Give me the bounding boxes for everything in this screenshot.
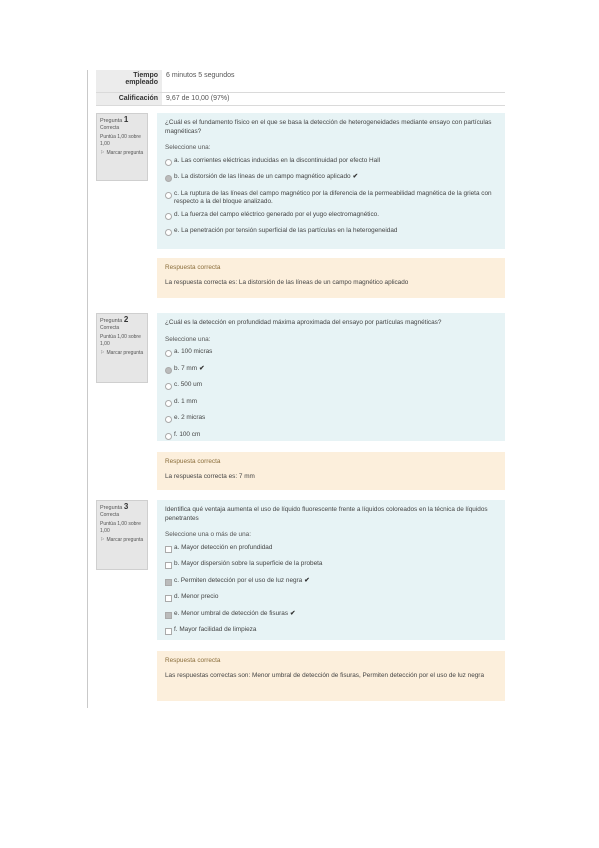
checkbox[interactable]: [165, 546, 172, 553]
answer-option[interactable]: a. 100 micras: [165, 348, 497, 361]
checkmark-icon: ✔: [304, 576, 310, 584]
question-3-info: [96, 500, 148, 570]
answer-option[interactable]: b. Mayor dispersión sobre la superficie de la probeta: [165, 560, 497, 573]
radio-button[interactable]: [165, 416, 172, 423]
flag-question-link[interactable]: ⚐ Marcar pregunta: [100, 350, 144, 356]
question-number: Pregunta 2: [100, 315, 129, 324]
answer-option[interactable]: f. Mayor facilidad de limpieza: [165, 626, 497, 639]
answer-option[interactable]: f. 100 cm: [165, 431, 497, 444]
flag-question-link[interactable]: ⚐ Marcar pregunta: [100, 150, 144, 156]
left-divider: [87, 70, 88, 708]
feedback-heading: Respuesta correcta: [165, 264, 221, 271]
answer-option[interactable]: c. La ruptura de las líneas del campo magnético por la diferencia de la permeabilidad magnética de la grieta con respecto a la del bloque analizado.: [165, 190, 497, 207]
question-2-content: [157, 313, 505, 441]
question-status: Correcta: [100, 124, 120, 131]
grade-label: Calificación: [96, 93, 162, 105]
time-row: [96, 70, 505, 93]
checkmark-icon: ✔: [352, 173, 358, 180]
question-text: ¿Cuál es la detección en profundidad máxima aproximada del ensayo por partículas magnéticas?: [165, 319, 442, 326]
question-prompt: Seleccione una:: [165, 144, 211, 151]
question-2-feedback: [157, 452, 505, 490]
radio-button[interactable]: [165, 350, 172, 357]
checkbox[interactable]: [165, 579, 172, 586]
answer-option[interactable]: e. 2 micras: [165, 414, 497, 427]
question-number: Pregunta 1: [100, 115, 129, 124]
question-prompt: Seleccione una:: [165, 335, 211, 343]
question-prompt: Seleccione una o más de una:: [165, 531, 251, 538]
attempt-summary: [96, 70, 505, 106]
answer-option[interactable]: d. La fuerza del campo eléctrico generado por el yugo electromagnético.: [165, 211, 497, 224]
checkbox[interactable]: [165, 612, 172, 619]
answer-option[interactable]: e. Menor umbral de detección de fisuras ✔: [165, 610, 497, 623]
feedback-answer: La respuesta correcta es: 7 mm: [165, 472, 255, 480]
answer-option[interactable]: c. 500 um: [165, 381, 497, 394]
time-value: 6 minutos 5 segundos: [166, 72, 235, 79]
radio-button[interactable]: [165, 229, 172, 236]
radio-button[interactable]: [165, 159, 172, 166]
answer-option[interactable]: e. La penetración por tensión superficial de las partículas en la heterogeneidad: [165, 227, 497, 240]
flag-icon: ⚐: [100, 150, 105, 156]
question-score: Puntúa 1,00 sobre 1,00: [100, 521, 141, 534]
answer-option[interactable]: b. 7 mm ✔: [165, 365, 497, 378]
checkbox[interactable]: [165, 628, 172, 635]
radio-button[interactable]: [165, 400, 172, 407]
feedback-heading: Respuesta correcta: [165, 657, 221, 664]
flag-icon: ⚐: [100, 350, 105, 356]
checkmark-icon: ✔: [290, 609, 296, 617]
feedback-heading: Respuesta correcta: [165, 458, 221, 465]
flag-icon: ⚐: [100, 537, 105, 543]
radio-button[interactable]: [165, 433, 172, 440]
answer-option[interactable]: d. 1 mm: [165, 398, 497, 411]
question-score: Puntúa 1,00 sobre 1,00: [100, 334, 141, 347]
grade-value: 9,67 de 10,00 (97%): [166, 95, 230, 102]
question-1-feedback: [157, 258, 505, 298]
answer-option[interactable]: d. Menor precio: [165, 593, 497, 606]
checkbox[interactable]: [165, 562, 172, 569]
radio-button[interactable]: [165, 213, 172, 220]
checkbox[interactable]: [165, 595, 172, 602]
answer-option[interactable]: b. La distorsión de las líneas de un campo magnético aplicado ✔: [165, 173, 497, 186]
question-text: Identifica qué ventaja aumenta el uso de líquido fluorescente frente a líquidos coloreados en la técnica de líquidos penetrantes: [165, 506, 488, 522]
time-label: Tiempo empleado: [96, 70, 162, 92]
question-score: Puntúa 1,00 sobre 1,00: [100, 134, 141, 147]
question-3-content: [157, 500, 505, 640]
answer-option[interactable]: a. Mayor detección en profundidad: [165, 544, 497, 557]
question-text: ¿Cuál es el fundamento físico en el que se basa la detección de heterogeneidades mediante ensayo con partículas magnéticas?: [165, 119, 492, 135]
question-status: Correcta: [100, 324, 120, 331]
radio-button[interactable]: [165, 367, 172, 374]
feedback-answer: Las respuestas correctas son: Menor umbral de detección de fisuras, Permiten detección por el uso de luz negra: [165, 671, 484, 679]
question-1-content: [157, 113, 505, 249]
question-number: Pregunta 3: [100, 502, 129, 511]
grade-row: [96, 93, 505, 106]
question-2-info: [96, 313, 148, 383]
answer-option[interactable]: c. Permiten detección por el uso de luz negra ✔: [165, 577, 497, 590]
question-1-info: [96, 113, 148, 181]
flag-question-link[interactable]: ⚐ Marcar pregunta: [100, 537, 144, 543]
checkmark-icon: ✔: [199, 364, 205, 372]
feedback-answer: La respuesta correcta es: La distorsión de las líneas de un campo magnético aplicado: [165, 278, 409, 286]
radio-button[interactable]: [165, 192, 172, 199]
answer-option[interactable]: a. Las corrientes eléctricas inducidas en la discontinuidad por efecto Hall: [165, 157, 497, 170]
question-3-feedback: [157, 651, 505, 701]
radio-button[interactable]: [165, 175, 172, 182]
radio-button[interactable]: [165, 383, 172, 390]
question-status: Correcta: [100, 511, 120, 518]
